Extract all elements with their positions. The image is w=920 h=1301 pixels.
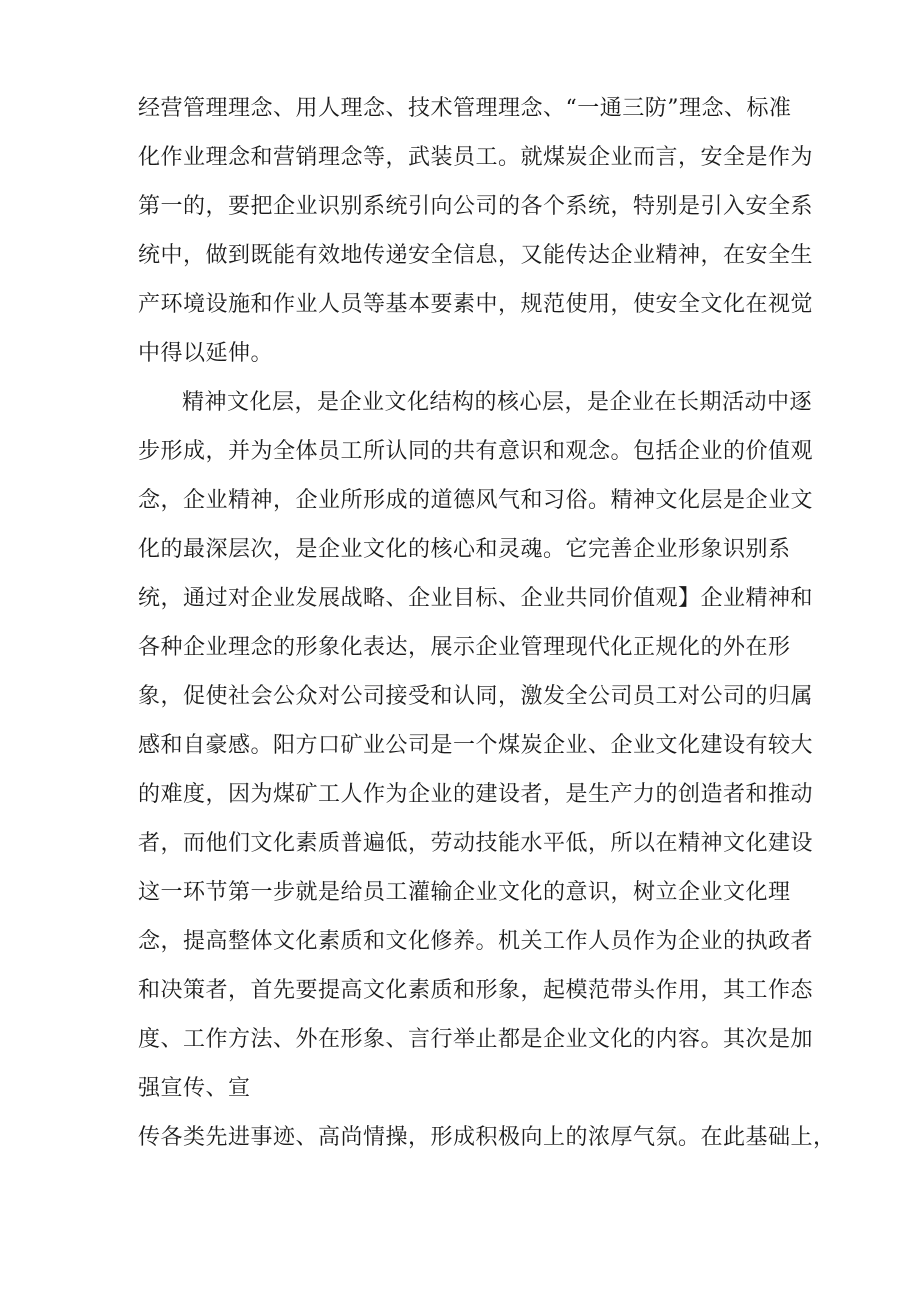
text-line: 的难度，因为煤矿工人作为企业的建设者，是生产力的创造者和推动 [138,782,814,807]
text-line: 化作业理念和营销理念等，武装员工。就煤炭企业而言，安全是作为 [138,145,814,170]
text-line: 强宣传、宣 [138,1076,251,1101]
text-line: 度、工作方法、外在形象、言行举止都是企业文化的内容。其次是加 [138,1027,814,1052]
text-line: 感和自豪感。阳方口矿业公司是一个煤炭企业、企业文化建设有较大 [138,733,814,758]
text-line: 统中，做到既能有效地传递安全信息，又能传达企业精神，在安全生 [138,243,814,268]
text-line: 象，促使社会公众对公司接受和认同，激发全公司员工对公司的归属 [138,684,814,709]
text-line: 念，企业精神，企业所形成的道德风气和习俗。精神文化层是企业文 [138,488,814,513]
text-line: 产环境设施和作业人员等基本要素中，规范使用，使安全文化在视觉 [138,292,814,317]
text-line: 念，提高整体文化素质和文化修养。机关工作人员作为企业的执政者 [138,929,814,954]
text-line: 这一环节第一步就是给员工灌输企业文化的意识，树立企业文化理 [138,880,791,905]
text-line: 第一的，要把企业识别系统引向公司的各个系统，特别是引入安全系 [138,194,814,219]
paragraph-first-line: 精神文化层，是企业文化结构的核心层，是企业在长期活动中逐 [182,390,813,415]
text-line: 中得以延伸。 [138,341,274,366]
text-line: 传各类先进事迹、高尚情操，形成积极向上的浓厚气氛。在此基础上， [138,1125,836,1150]
text-line: 步形成，并为全体员工所认同的共有意识和观念。包括企业的价值观 [138,439,814,464]
text-line: 化的最深层次，是企业文化的核心和灵魂。它完善企业形象识别系 [138,537,791,562]
text-line: 统，通过对企业发展战略、企业目标、企业共同价值观】企业精神和 [138,586,814,611]
text-line: 和决策者，首先要提高文化素质和形象，起模范带头作用，其工作态 [138,978,814,1003]
text-line: 各种企业理念的形象化表达，展示企业管理现代化正规化的外在形 [138,635,791,660]
text-line: 者，而他们文化素质普遍低，劳动技能水平低，所以在精神文化建设 [138,831,814,856]
text-line: 经营管理理念、用人理念、技术管理理念、“一通三防”理念、标准 [138,96,792,121]
